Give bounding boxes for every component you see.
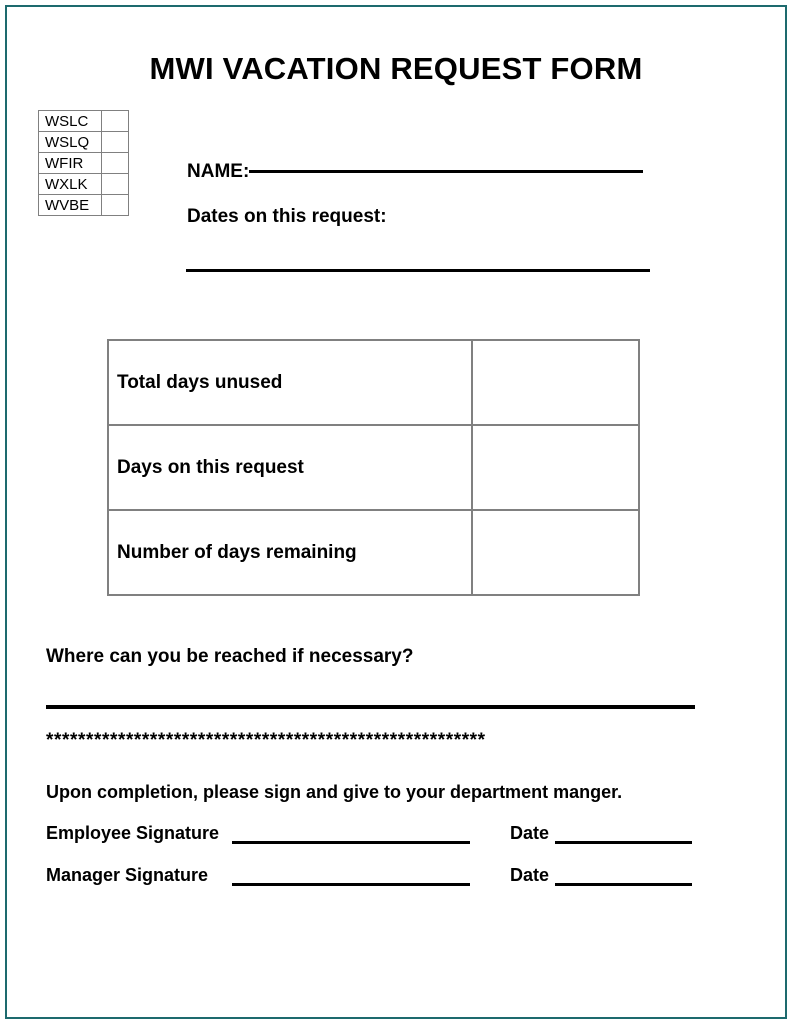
- dates-input-line[interactable]: [186, 269, 650, 272]
- submission-instruction-text: Upon completion, please sign and give to your department manger.: [46, 782, 623, 802]
- station-code-checkbox-cell[interactable]: [102, 153, 129, 174]
- page-title: MWI VACATION REQUEST FORM: [149, 51, 643, 86]
- station-code-checkbox-cell[interactable]: [102, 111, 129, 132]
- table-row: [108, 340, 639, 425]
- days-row-label: Days on this request: [108, 425, 472, 510]
- table-row: [39, 132, 129, 153]
- days-summary-table: [107, 339, 640, 596]
- station-code-label: WFIR: [39, 153, 102, 174]
- contact-question-label: Where can you be reached if necessary?: [46, 646, 414, 667]
- manager-date-line[interactable]: [555, 883, 692, 886]
- table-row: [39, 111, 129, 132]
- dates-label: Dates on this request:: [187, 206, 387, 227]
- station-code-label: WSLQ: [39, 132, 102, 153]
- table-row: [39, 195, 129, 216]
- employee-date-label: Date: [510, 823, 550, 843]
- station-code-checkbox-cell[interactable]: [102, 195, 129, 216]
- table-row: [39, 174, 129, 195]
- table-row: [39, 153, 129, 174]
- table-row: [108, 425, 639, 510]
- manager-signature-row: [46, 864, 746, 890]
- days-row-label: Total days unused: [108, 340, 472, 425]
- days-row-label: Number of days remaining: [108, 510, 472, 595]
- name-input-line[interactable]: [249, 170, 643, 173]
- employee-signature-label: Employee Signature: [46, 823, 220, 843]
- station-code-checkbox-cell[interactable]: [102, 174, 129, 195]
- manager-date-label: Date: [510, 865, 550, 885]
- days-row-value-cell[interactable]: [472, 510, 639, 595]
- station-code-label: WSLC: [39, 111, 102, 132]
- employee-signature-line[interactable]: [232, 841, 470, 844]
- employee-signature-row: [46, 822, 746, 848]
- station-code-checkbox-cell[interactable]: [102, 132, 129, 153]
- employee-date-line[interactable]: [555, 841, 692, 844]
- days-row-value-cell[interactable]: [472, 425, 639, 510]
- asterisk-divider: *******************************************************: [46, 730, 486, 751]
- table-row: [108, 510, 639, 595]
- station-code-label: WVBE: [39, 195, 102, 216]
- station-code-table: [38, 110, 129, 216]
- name-label: NAME:: [187, 161, 250, 182]
- manager-signature-line[interactable]: [232, 883, 470, 886]
- days-row-value-cell[interactable]: [472, 340, 639, 425]
- manager-signature-label: Manager Signature: [46, 865, 209, 885]
- name-field-row: [187, 160, 657, 184]
- contact-input-line[interactable]: [46, 705, 695, 709]
- station-code-label: WXLK: [39, 174, 102, 195]
